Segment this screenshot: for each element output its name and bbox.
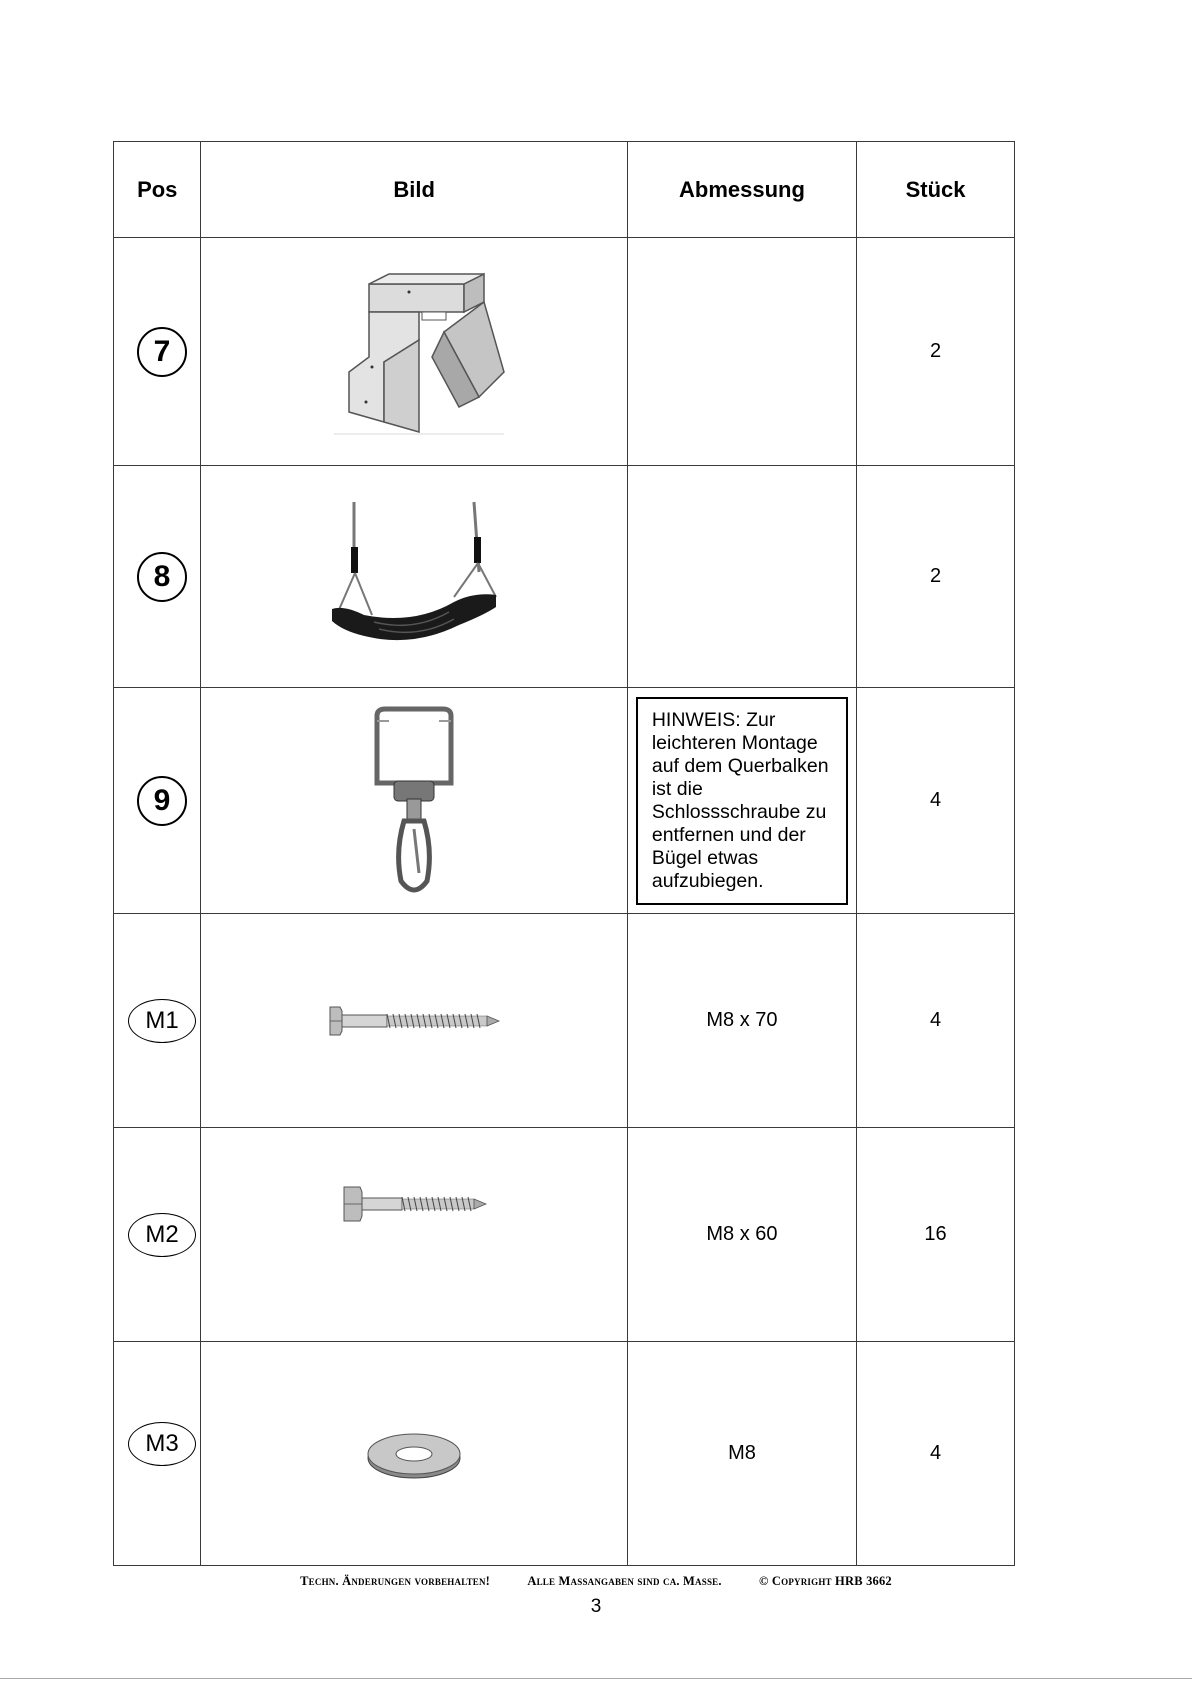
quantity-cell: 4 xyxy=(857,914,1015,1128)
pos-cell xyxy=(114,238,201,466)
swing-seat-icon xyxy=(324,497,504,657)
quantity-cell: 2 xyxy=(857,238,1015,466)
pos-cell xyxy=(114,914,201,1128)
position-marker: M1 xyxy=(128,999,196,1043)
table-row xyxy=(114,1342,1015,1566)
footer-measurements-note: Alle Massangaben sind ca. Masse. xyxy=(527,1574,722,1588)
image-cell xyxy=(201,466,627,688)
washer-icon xyxy=(364,1424,464,1484)
hinweis-note: HINWEIS: Zur leichteren Montage auf dem Querbalken ist die Schlossschraube zu entfernen und der Bügel etwas aufzubiegen. xyxy=(636,697,848,905)
dimension-cell xyxy=(627,466,856,688)
image-cell xyxy=(201,1128,627,1342)
bottom-divider xyxy=(0,1678,1192,1679)
footer-copyright: © Copyright HRB 3662 xyxy=(759,1574,892,1588)
dimension-cell: M8 xyxy=(627,1342,856,1566)
image-cell xyxy=(201,688,627,914)
header-bild: Bild xyxy=(201,142,627,238)
lag-screw-short-icon xyxy=(324,1165,504,1245)
table-row xyxy=(114,914,1015,1128)
image-cell xyxy=(201,1342,627,1566)
quantity-cell: 4 xyxy=(857,1342,1015,1566)
page-footer xyxy=(0,1574,1192,1589)
dimension-cell xyxy=(627,238,856,466)
table-row xyxy=(114,1128,1015,1342)
position-marker: 8 xyxy=(137,552,187,602)
header-abmessung: Abmessung xyxy=(627,142,856,238)
table-row xyxy=(114,466,1015,688)
quantity-cell: 2 xyxy=(857,466,1015,688)
position-marker: 7 xyxy=(137,327,187,377)
parts-table xyxy=(113,141,1015,1566)
header-stueck: Stück xyxy=(857,142,1015,238)
position-marker: M3 xyxy=(128,1422,196,1466)
pos-cell xyxy=(114,1128,201,1342)
dimension-cell: M8 x 70 xyxy=(627,914,856,1128)
table-header-row xyxy=(114,142,1015,238)
dimension-cell: M8 x 60 xyxy=(627,1128,856,1342)
footer-disclaimer: Techn. Änderungen vorbehalten! xyxy=(300,1574,491,1588)
header-pos: Pos xyxy=(114,142,201,238)
position-marker: 9 xyxy=(137,776,187,826)
lag-screw-long-icon xyxy=(324,1001,504,1041)
page-number: 3 xyxy=(590,1596,602,1617)
position-marker: M2 xyxy=(128,1213,196,1257)
note-cell xyxy=(627,688,856,914)
swing-hook-icon xyxy=(359,701,469,901)
image-cell xyxy=(201,914,627,1128)
pos-cell xyxy=(114,688,201,914)
image-cell xyxy=(201,238,627,466)
swing-corner-bracket-icon xyxy=(314,262,514,442)
pos-cell xyxy=(114,1342,201,1566)
pos-cell xyxy=(114,466,201,688)
table-row xyxy=(114,688,1015,914)
quantity-cell: 16 xyxy=(857,1128,1015,1342)
table-row xyxy=(114,238,1015,466)
quantity-cell: 4 xyxy=(857,688,1015,914)
